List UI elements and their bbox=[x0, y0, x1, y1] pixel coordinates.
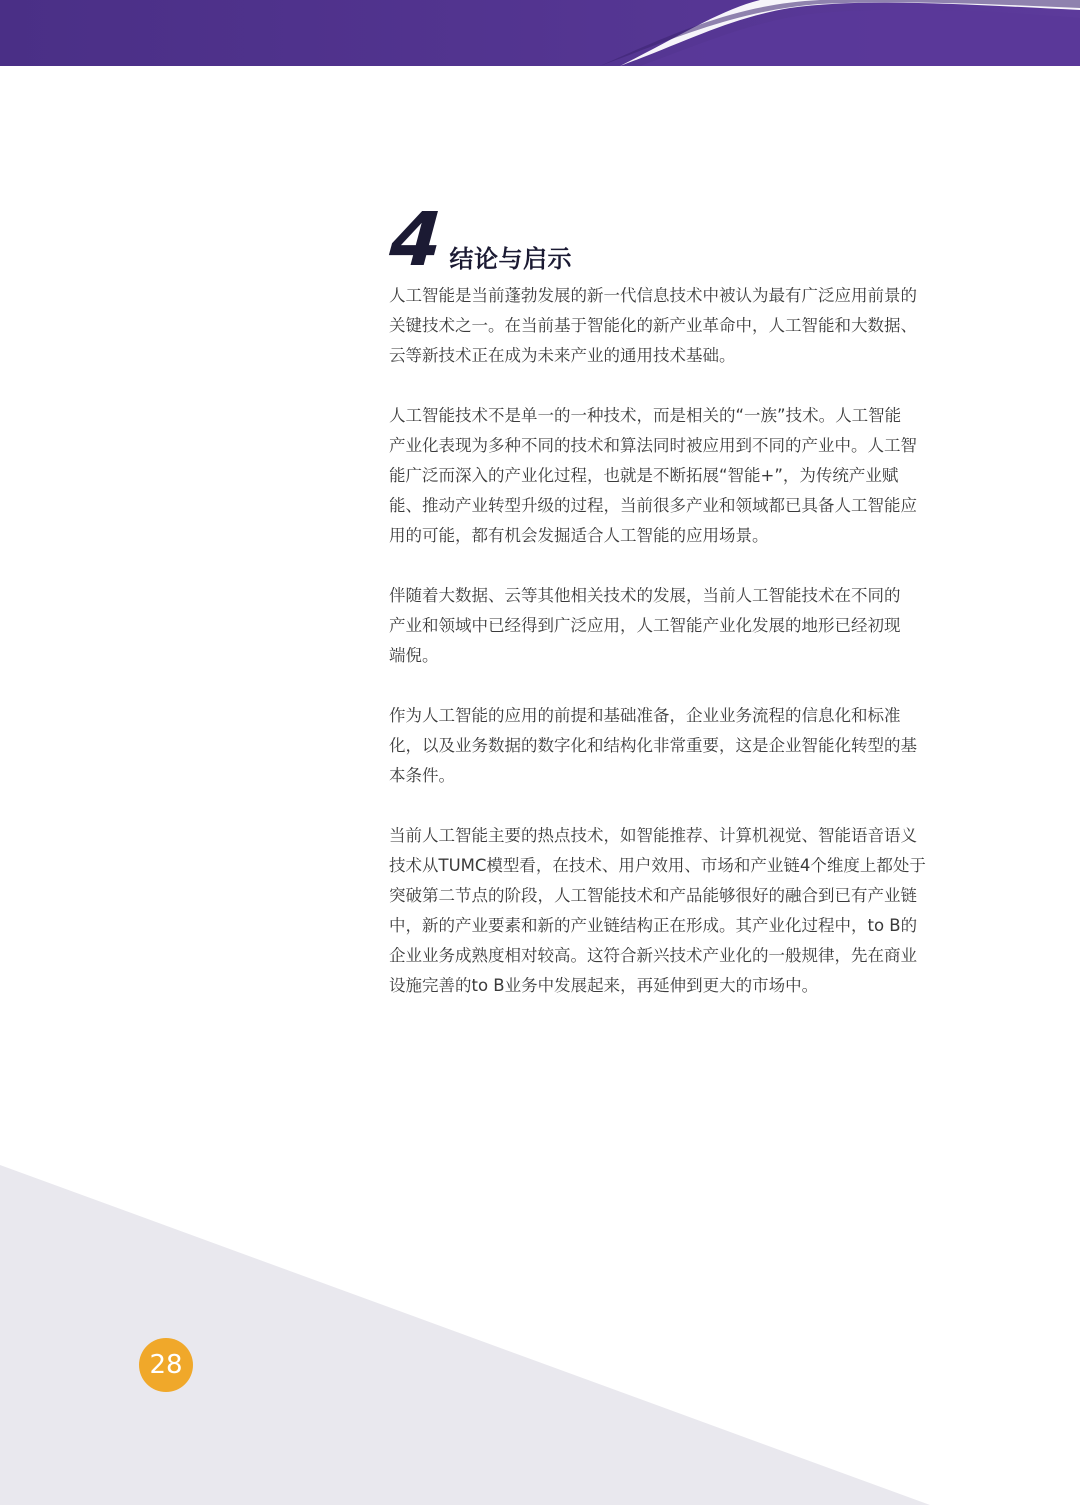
paragraph-line: 云等新技术正在成为未来产业的通用技术基础。 bbox=[389, 346, 736, 365]
page-number-badge: 28 bbox=[139, 1338, 193, 1392]
paragraph-line: 关键技术之一。在当前基于智能化的新产业革命中，人工智能和大数据、 bbox=[389, 316, 917, 335]
paragraph-line: 伴随着大数据、云等其他相关技术的发展，当前人工智能技术在不同的 bbox=[389, 586, 901, 605]
paragraph bbox=[389, 581, 949, 671]
paragraph-line: 化，以及业务数据的数字化和结构化非常重要，这是企业智能化转型的基 bbox=[389, 736, 917, 755]
paragraph bbox=[389, 821, 949, 1001]
paragraph-line: 当前人工智能主要的热点技术，如智能推荐、计算机视觉、智能语音语义 bbox=[389, 826, 917, 845]
paragraph-line: 产业和领域中已经得到广泛应用，人工智能产业化发展的地形已经初现 bbox=[389, 616, 901, 635]
paragraph-line: 本条件。 bbox=[389, 766, 455, 785]
paragraph-line: 设施完善的to B业务中发展起来，再延伸到更大的市场中。 bbox=[389, 976, 819, 995]
header-band bbox=[0, 0, 1080, 70]
paragraph-line: 技术从TUMC模型看，在技术、用户效用、市场和产业链4个维度上都处于 bbox=[389, 856, 926, 875]
paragraph bbox=[389, 281, 949, 371]
paragraph-line: 能广泛而深入的产业化过程，也就是不断拓展“智能+”，为传统产业赋 bbox=[389, 466, 899, 485]
paragraph-line: 用的可能，都有机会发掘适合人工智能的应用场景。 bbox=[389, 526, 769, 545]
paragraph bbox=[389, 701, 949, 791]
paragraph-line: 端倪。 bbox=[389, 646, 439, 665]
paragraph-line: 作为人工智能的应用的前提和基础准备，企业业务流程的信息化和标准 bbox=[389, 706, 901, 725]
section-heading bbox=[386, 197, 572, 283]
paragraph-line: 能、推动产业转型升级的过程，当前很多产业和领域都已具备人工智能应 bbox=[389, 496, 917, 515]
paragraph-line: 人工智能技术不是单一的一种技术，而是相关的“一族”技术。人工智能 bbox=[389, 406, 902, 425]
paragraph-line: 突破第二节点的阶段，人工智能技术和产品能够很好的融合到已有产业链 bbox=[389, 886, 917, 905]
paragraph-line: 产业化表现为多种不同的技术和算法同时被应用到不同的产业中。人工智 bbox=[389, 436, 917, 455]
paragraph-line: 企业业务成熟度相对较高。这符合新兴技术产业化的一般规律，先在商业 bbox=[389, 946, 917, 965]
paragraph-line: 人工智能是当前蓬勃发展的新一代信息技术中被认为最有广泛应用前景的 bbox=[389, 286, 917, 305]
bottom-decoration bbox=[0, 1150, 1080, 1505]
paragraph-line: 中，新的产业要素和新的产业链结构正在形成。其产业化过程中，to B的 bbox=[389, 916, 918, 935]
section-title: 结论与启示 bbox=[449, 245, 572, 273]
body-text bbox=[389, 281, 949, 1031]
paragraph bbox=[389, 401, 949, 551]
section-number: 4 bbox=[386, 197, 443, 283]
